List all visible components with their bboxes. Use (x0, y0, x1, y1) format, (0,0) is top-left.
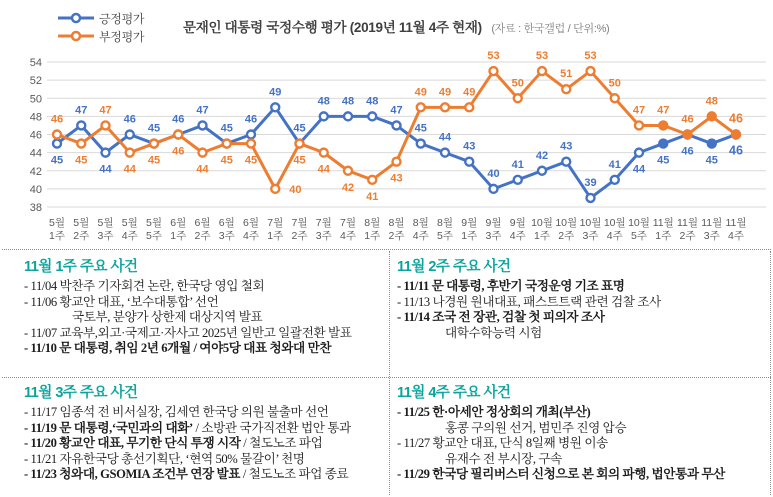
events-week1-title: 11월 1주 주요 사건 (24, 259, 138, 275)
svg-text:8월: 8월 (412, 217, 429, 229)
svg-text:41: 41 (511, 158, 524, 171)
events-week4-title: 11월 4주 주요 사건 (397, 385, 511, 401)
svg-text:5월: 5월 (73, 217, 90, 229)
svg-text:6월: 6월 (170, 217, 187, 229)
svg-text:2주: 2주 (194, 230, 211, 242)
chart-titlebar (183, 16, 609, 37)
event-item: - 11/07 교육부,외고·국제고·자사고 2025년 일반고 일괄전환 발표 (24, 325, 352, 340)
event-item: 유재수 전 부시장, 구속 (445, 451, 562, 466)
event-item: - 11/06 황교안 대표, ‘보수대통합’ 선언 (24, 294, 219, 309)
svg-text:41: 41 (608, 158, 621, 171)
svg-text:40: 40 (487, 167, 500, 180)
svg-text:5주: 5주 (437, 230, 453, 242)
svg-text:44: 44 (196, 163, 209, 176)
events-section-week2 (397, 255, 769, 341)
svg-text:7월: 7월 (315, 217, 332, 229)
svg-text:6월: 6월 (243, 217, 259, 229)
svg-text:4주: 4주 (340, 230, 356, 242)
svg-text:1주: 1주 (49, 230, 65, 242)
svg-text:10월: 10월 (628, 217, 650, 229)
svg-text:46: 46 (729, 143, 743, 158)
svg-text:51: 51 (560, 68, 573, 81)
events-week1-items (24, 279, 386, 357)
svg-text:44: 44 (123, 163, 136, 176)
event-item: - 11/29 한국당 필리버스터 신청으로 본 회의 파행, 법안통과 무산 (397, 467, 725, 482)
approval-line-chart (0, 40, 773, 249)
svg-text:3주: 3주 (703, 230, 720, 242)
svg-text:2주: 2주 (388, 230, 405, 242)
event-item: - 11/04 박찬주 기자회견 논란, 한국당 영입 철회 (24, 279, 265, 293)
svg-text:45: 45 (220, 122, 233, 135)
svg-text:2주: 2주 (558, 230, 575, 242)
events-week2-items (397, 279, 769, 341)
event-item: - 11/17 임종석 전 비서실장, 김세연 한국당 의원 불출마 선언 (24, 405, 329, 419)
svg-text:7월: 7월 (291, 217, 308, 229)
event-item: - 11/25 한·아세안 정상회의 개최(부산) (397, 405, 591, 419)
svg-text:3주: 3주 (218, 230, 235, 242)
chart-title: 문재인 대통령 국정수행 평가 (2019년 11월 4주 현재) (183, 20, 482, 35)
grid-and-y-axis (30, 57, 766, 214)
chart-source-note: (자료 : 한국갤럽 / 단위:%) (491, 23, 610, 35)
event-item: 홍콩 구의원 선거, 범민주 진영 압승 (445, 420, 627, 435)
divider-week-columns (389, 251, 390, 495)
events-week3-items (24, 405, 386, 483)
svg-text:53: 53 (584, 50, 597, 63)
svg-text:47: 47 (632, 104, 646, 117)
svg-text:45: 45 (705, 154, 718, 167)
svg-text:9월: 9월 (509, 217, 526, 229)
svg-text:43: 43 (390, 172, 403, 185)
svg-text:6월: 6월 (218, 217, 235, 229)
svg-text:48: 48 (29, 111, 42, 124)
svg-text:2주: 2주 (73, 230, 90, 242)
svg-text:45: 45 (414, 122, 427, 135)
svg-text:43: 43 (463, 140, 476, 153)
event-item: - 11/13 나경원 원내대표, 패스트트랙 관련 검찰 조사 (397, 294, 661, 309)
svg-text:5월: 5월 (97, 217, 114, 229)
svg-text:11월: 11월 (676, 217, 699, 229)
svg-text:11월: 11월 (725, 217, 747, 229)
svg-text:49: 49 (269, 86, 282, 99)
svg-text:42: 42 (29, 165, 42, 178)
event-item: - 11/19 문 대통령,‘국민과의 대화’ / 소방관 국가직전환 법안 통과 (24, 420, 351, 435)
event-item: - 11/21 자유한국당 총선기획단, ‘현역 50% 물갈이’ 천명 (24, 451, 305, 466)
svg-text:1주: 1주 (655, 230, 672, 242)
events-week4-items (397, 405, 769, 483)
svg-text:41: 41 (366, 190, 379, 203)
svg-text:46: 46 (681, 145, 694, 158)
svg-text:46: 46 (123, 113, 136, 126)
svg-text:53: 53 (535, 50, 549, 63)
svg-text:6월: 6월 (194, 217, 211, 229)
event-item: - 11/14 조국 전 장관, 검찰 첫 피의자 조사 (397, 310, 605, 325)
svg-text:11월: 11월 (701, 217, 723, 229)
svg-text:50: 50 (608, 77, 621, 90)
svg-text:1주: 1주 (534, 230, 550, 242)
event-item: 대학수학능력 시험 (445, 325, 542, 340)
legend-line-marker-positive-icon (57, 11, 95, 25)
svg-text:45: 45 (147, 154, 161, 167)
svg-text:4주: 4주 (728, 230, 744, 242)
svg-text:38: 38 (29, 202, 42, 214)
svg-text:11월: 11월 (652, 217, 674, 229)
legend-item-positive (57, 9, 144, 27)
svg-text:2주: 2주 (291, 230, 308, 242)
svg-text:5월: 5월 (121, 217, 138, 229)
svg-text:5주: 5주 (146, 230, 162, 242)
svg-text:45: 45 (244, 154, 258, 167)
svg-text:48: 48 (317, 95, 330, 108)
event-item: - 11/23 청와대, GSOMIA 조건부 연장 발표 / 철도노조 파업 종료 (24, 467, 349, 482)
svg-text:10월: 10월 (555, 217, 578, 229)
svg-text:46: 46 (172, 113, 185, 126)
svg-text:45: 45 (657, 154, 670, 167)
svg-text:4주: 4주 (412, 230, 429, 242)
svg-text:48: 48 (366, 95, 379, 108)
svg-text:4주: 4주 (509, 230, 526, 242)
svg-text:53: 53 (487, 50, 500, 63)
svg-text:10월: 10월 (579, 217, 602, 229)
events-week2-title: 11월 2주 주요 사건 (397, 259, 511, 275)
events-section-week4 (397, 381, 769, 483)
svg-text:42: 42 (535, 149, 549, 162)
events-week3-title: 11월 3주 주요 사건 (24, 385, 138, 401)
svg-text:46: 46 (681, 113, 694, 126)
svg-text:49: 49 (414, 86, 427, 99)
svg-text:5월: 5월 (49, 217, 65, 229)
svg-text:43: 43 (560, 140, 573, 153)
svg-text:47: 47 (75, 104, 88, 117)
svg-text:2주: 2주 (679, 230, 696, 242)
svg-text:47: 47 (390, 104, 403, 117)
svg-text:42: 42 (341, 181, 355, 194)
event-item: - 11/11 문 대통령, 후반기 국정운영 기조 표명 (397, 279, 625, 293)
svg-text:44: 44 (99, 163, 112, 176)
event-item: - 11/10 문 대통령, 취임 2년 6개월 / 여야5당 대표 청와대 만찬 (24, 341, 332, 356)
svg-text:45: 45 (147, 122, 161, 135)
svg-text:3주: 3주 (582, 230, 599, 242)
svg-text:48: 48 (341, 95, 355, 108)
svg-text:50: 50 (29, 93, 42, 106)
events-section-week1 (24, 255, 386, 357)
svg-text:46: 46 (50, 113, 64, 126)
svg-text:45: 45 (50, 154, 64, 167)
divider-right-edge (770, 251, 771, 495)
divider-chart-events (2, 249, 771, 250)
svg-text:40: 40 (29, 183, 42, 196)
svg-text:9월: 9월 (461, 217, 478, 229)
svg-text:44: 44 (29, 147, 42, 160)
svg-text:8월: 8월 (388, 217, 405, 229)
svg-text:1주: 1주 (170, 230, 187, 242)
svg-text:49: 49 (463, 86, 476, 99)
svg-text:46: 46 (29, 129, 42, 142)
event-item: - 11/27 황교안 대표, 단식 8일째 병원 이송 (397, 436, 608, 451)
svg-text:48: 48 (705, 95, 718, 108)
x-axis-labels (49, 216, 747, 242)
svg-text:8월: 8월 (437, 217, 453, 229)
svg-text:45: 45 (293, 122, 306, 135)
svg-text:44: 44 (632, 163, 646, 176)
svg-text:44: 44 (317, 163, 330, 176)
event-item: - 11/20 황교안 대표, 무기한 단식 투쟁 시작 / 철도노조 파업 (24, 436, 323, 451)
svg-text:44: 44 (438, 131, 452, 144)
svg-text:1주: 1주 (364, 230, 381, 242)
svg-text:45: 45 (220, 154, 233, 167)
svg-text:40: 40 (289, 183, 302, 196)
svg-text:3주: 3주 (485, 230, 502, 242)
svg-text:8월: 8월 (364, 217, 381, 229)
svg-text:47: 47 (196, 104, 209, 117)
svg-text:52: 52 (29, 75, 42, 88)
svg-text:46: 46 (729, 111, 743, 126)
svg-text:10월: 10월 (603, 217, 626, 229)
svg-text:5월: 5월 (146, 217, 162, 229)
svg-text:54: 54 (29, 57, 42, 69)
svg-text:10월: 10월 (531, 217, 553, 229)
svg-text:45: 45 (293, 154, 306, 167)
svg-text:46: 46 (172, 145, 185, 158)
legend-label-negative: 부정평가 (99, 29, 145, 44)
svg-text:1주: 1주 (267, 230, 284, 242)
svg-text:4주: 4주 (121, 230, 138, 242)
event-item: 국토부, 분양가 상한제 대상지역 발표 (72, 310, 263, 325)
svg-text:7월: 7월 (340, 217, 356, 229)
svg-text:3주: 3주 (97, 230, 114, 242)
svg-text:5주: 5주 (631, 230, 647, 242)
svg-text:47: 47 (657, 104, 670, 117)
svg-text:39: 39 (584, 176, 597, 189)
svg-text:47: 47 (99, 104, 112, 117)
svg-text:49: 49 (438, 86, 452, 99)
svg-text:7월: 7월 (267, 217, 284, 229)
svg-text:4주: 4주 (243, 230, 259, 242)
svg-text:50: 50 (511, 77, 524, 90)
svg-text:3주: 3주 (315, 230, 332, 242)
svg-text:45: 45 (75, 154, 88, 167)
divider-week-rows (2, 377, 771, 378)
svg-text:9월: 9월 (485, 217, 502, 229)
svg-text:46: 46 (244, 113, 258, 126)
legend-label-positive: 긍정평가 (99, 11, 145, 26)
svg-text:4주: 4주 (606, 230, 623, 242)
svg-text:1주: 1주 (461, 230, 478, 242)
events-section-week3 (24, 381, 386, 483)
